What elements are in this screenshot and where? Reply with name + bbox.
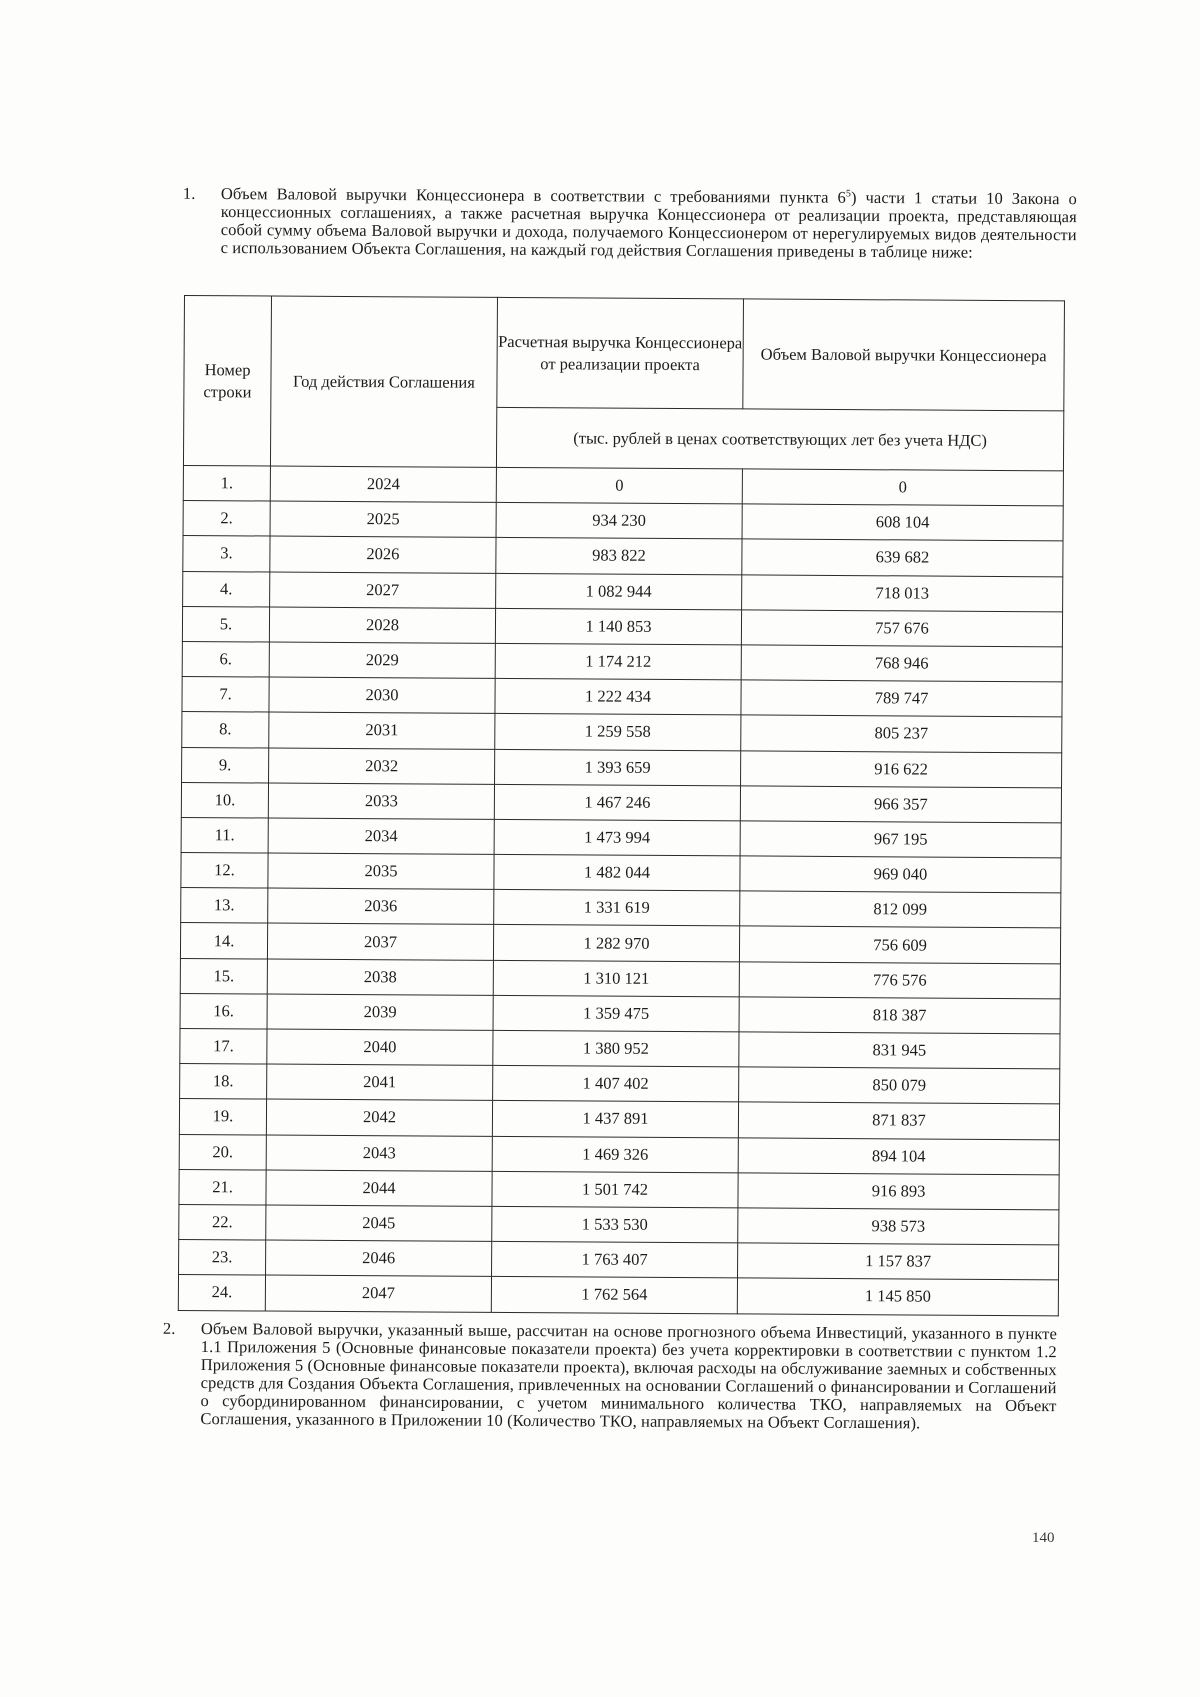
page-number: 140 xyxy=(1032,1530,1055,1546)
gross-revenue-cell: 1 145 850 xyxy=(737,1278,1058,1315)
calc-revenue-cell: 1 331 619 xyxy=(494,890,740,927)
row-number-cell: 8. xyxy=(182,712,269,748)
calc-revenue-cell: 1 222 434 xyxy=(495,679,741,716)
year-cell: 2029 xyxy=(269,642,495,679)
row-number-cell: 20. xyxy=(179,1134,266,1170)
revenue-table xyxy=(178,295,1065,1316)
gross-revenue-cell: 871 837 xyxy=(738,1102,1059,1139)
year-cell: 2044 xyxy=(266,1170,492,1207)
table-row xyxy=(180,1028,1060,1069)
gross-revenue-cell: 938 573 xyxy=(738,1208,1059,1245)
row-number-cell: 1. xyxy=(183,465,270,501)
table-row xyxy=(180,958,1060,999)
row-number-cell: 11. xyxy=(181,817,268,853)
table-row xyxy=(182,747,1062,788)
table-row xyxy=(180,923,1060,964)
table-row xyxy=(182,606,1062,647)
row-number-cell: 14. xyxy=(180,923,267,959)
paragraph-2-number: 2. xyxy=(162,1318,176,1338)
calc-revenue-cell: 1 359 475 xyxy=(493,995,739,1032)
row-number-cell: 16. xyxy=(180,993,267,1029)
table-row xyxy=(183,501,1063,542)
header-row-number: Номер строки xyxy=(183,296,271,467)
table-row xyxy=(182,677,1062,718)
gross-revenue-cell: 850 079 xyxy=(739,1067,1060,1104)
row-number-cell: 23. xyxy=(179,1240,266,1276)
table-row xyxy=(179,1204,1059,1245)
year-cell: 2036 xyxy=(268,888,494,925)
row-number-cell: 5. xyxy=(182,606,269,642)
year-cell: 2033 xyxy=(268,783,494,820)
calc-revenue-cell: 1 140 853 xyxy=(495,608,741,645)
table-row xyxy=(180,993,1060,1034)
gross-revenue-cell: 0 xyxy=(742,469,1063,506)
header-gross-revenue: Объем Валовой выручки Концессионера xyxy=(743,299,1065,411)
table-row xyxy=(179,1134,1059,1175)
gross-revenue-cell: 916 622 xyxy=(741,750,1062,787)
gross-revenue-cell: 756 609 xyxy=(739,926,1060,963)
row-number-cell: 6. xyxy=(182,641,269,677)
row-number-cell: 17. xyxy=(180,1028,267,1064)
year-cell: 2024 xyxy=(270,466,496,503)
table-row xyxy=(178,1275,1058,1316)
gross-revenue-cell: 1 157 837 xyxy=(738,1243,1059,1280)
row-number-cell: 4. xyxy=(183,571,270,607)
table-row xyxy=(179,1240,1059,1281)
year-cell: 2032 xyxy=(269,748,495,785)
table-row xyxy=(181,853,1061,894)
calc-revenue-cell: 0 xyxy=(496,467,742,504)
year-cell: 2039 xyxy=(267,994,493,1031)
paragraph-1-number: 1. xyxy=(182,183,196,203)
year-cell: 2037 xyxy=(267,923,493,960)
calc-revenue-cell: 1 174 212 xyxy=(495,643,741,680)
paragraph-1-superscript: 5 xyxy=(845,188,852,200)
calc-revenue-cell: 1 469 326 xyxy=(492,1136,738,1173)
gross-revenue-cell: 812 099 xyxy=(740,891,1061,928)
table-row xyxy=(183,465,1063,506)
calc-revenue-cell: 1 437 891 xyxy=(492,1101,738,1138)
row-number-cell: 22. xyxy=(179,1204,266,1240)
gross-revenue-cell: 757 676 xyxy=(741,610,1062,647)
year-cell: 2027 xyxy=(270,572,496,609)
row-number-cell: 12. xyxy=(181,853,268,889)
calc-revenue-cell: 1 762 564 xyxy=(491,1277,737,1314)
row-number-cell: 21. xyxy=(179,1169,266,1205)
year-cell: 2030 xyxy=(269,677,495,714)
paragraph-1-text-b: ) части 1 статьи 10 Закона о концессионных соглашениях, а также расчетная выручка Концессионера от реализации проекта, представляющая собой сумму объема Валовой выручки и дохода, получаемого Концессионером от нерегулируемых видов деятельности с использованием Объекта Соглашения, на каждый год действия Соглашения приведены в таблице ниже: xyxy=(220,187,1077,262)
year-cell: 2041 xyxy=(267,1064,493,1101)
header-calc-revenue: Расчетная выручка Концессионера от реализации проекта xyxy=(497,297,744,409)
paragraph-2-text: Объем Валовой выручки, указанный выше, рассчитан на основе прогнозного объема Инвестиций, указанного в пункте 1.1 Приложения 5 (Основные финансовые показатели проекта) без учета корректировки в соответствии с пунктом 1.2 Приложения 5 (Основные финансовые показатели проекта), включая расходы на обслуживание заемных и собственных средств для Создания Объекта Соглашения, привлеченных на основании Соглашений о финансировании и Соглашений о субординированном финансировании, с учетом минимального количества ТКО, направляемых на Объект Соглашения, указанного в Приложении 10 (Количество ТКО, направляемых на Объект Соглашения). xyxy=(200,1319,1057,1433)
row-number-cell: 7. xyxy=(182,677,269,713)
gross-revenue-cell: 608 104 xyxy=(742,504,1063,541)
year-cell: 2046 xyxy=(266,1240,492,1277)
year-cell: 2038 xyxy=(267,959,493,996)
table-row xyxy=(180,1064,1060,1105)
table-row xyxy=(179,1099,1059,1140)
table-row xyxy=(182,641,1062,682)
calc-revenue-cell: 1 282 970 xyxy=(493,925,739,962)
calc-revenue-cell: 1 533 530 xyxy=(492,1206,738,1243)
calc-revenue-cell: 1 082 944 xyxy=(496,573,742,610)
calc-revenue-cell: 1 473 994 xyxy=(494,819,740,856)
calc-revenue-cell: 934 230 xyxy=(496,503,742,540)
header-units: (тыс. рублей в ценах соответствующих лет без учета НДС) xyxy=(496,407,1063,470)
row-number-cell: 3. xyxy=(183,536,270,572)
year-cell: 2045 xyxy=(266,1205,492,1242)
gross-revenue-cell: 966 357 xyxy=(740,786,1061,823)
calc-revenue-cell: 1 407 402 xyxy=(493,1066,739,1103)
table-row xyxy=(183,571,1063,612)
table-row xyxy=(182,712,1062,753)
calc-revenue-cell: 1 501 742 xyxy=(492,1171,738,1208)
table-row xyxy=(183,536,1063,577)
gross-revenue-cell: 768 946 xyxy=(741,645,1062,682)
row-number-cell: 2. xyxy=(183,501,270,537)
gross-revenue-cell: 789 747 xyxy=(741,680,1062,717)
year-cell: 2042 xyxy=(266,1099,492,1136)
year-cell: 2025 xyxy=(270,501,496,538)
calc-revenue-cell: 1 763 407 xyxy=(492,1242,738,1279)
year-cell: 2031 xyxy=(269,712,495,749)
gross-revenue-cell: 818 387 xyxy=(739,997,1060,1034)
table-row xyxy=(181,817,1061,858)
gross-revenue-cell: 916 893 xyxy=(738,1173,1059,1210)
calc-revenue-cell: 1 467 246 xyxy=(494,784,740,821)
gross-revenue-cell: 639 682 xyxy=(742,539,1063,576)
gross-revenue-cell: 776 576 xyxy=(739,962,1060,999)
calc-revenue-cell: 1 482 044 xyxy=(494,854,740,891)
year-cell: 2028 xyxy=(269,607,495,644)
row-number-cell: 10. xyxy=(181,782,268,818)
table-row xyxy=(181,888,1061,929)
calc-revenue-cell: 983 822 xyxy=(496,538,742,575)
year-cell: 2047 xyxy=(265,1275,491,1312)
year-cell: 2040 xyxy=(267,1029,493,1066)
paragraph-2 xyxy=(162,1318,1057,1433)
year-cell: 2034 xyxy=(268,818,494,855)
gross-revenue-cell: 969 040 xyxy=(740,856,1061,893)
gross-revenue-cell: 831 945 xyxy=(739,1032,1060,1069)
gross-revenue-cell: 894 104 xyxy=(738,1137,1059,1174)
calc-revenue-cell: 1 259 558 xyxy=(495,714,741,751)
gross-revenue-cell: 805 237 xyxy=(741,715,1062,752)
table-body xyxy=(178,465,1063,1315)
year-cell: 2043 xyxy=(266,1135,492,1172)
year-cell: 2035 xyxy=(268,853,494,890)
header-year: Год действия Соглашения xyxy=(270,296,497,467)
row-number-cell: 15. xyxy=(180,958,267,994)
table-row xyxy=(181,782,1061,823)
row-number-cell: 18. xyxy=(180,1064,267,1100)
table-row xyxy=(179,1169,1059,1210)
row-number-cell: 9. xyxy=(182,747,269,783)
gross-revenue-cell: 967 195 xyxy=(740,821,1061,858)
calc-revenue-cell: 1 380 952 xyxy=(493,1030,739,1067)
calc-revenue-cell: 1 310 121 xyxy=(493,960,739,997)
calc-revenue-cell: 1 393 659 xyxy=(495,749,741,786)
paragraph-1-text-a: Объем Валовой выручки Концессионера в соответствии с требованиями пункта 6 xyxy=(220,184,846,207)
year-cell: 2026 xyxy=(270,536,496,573)
gross-revenue-cell: 718 013 xyxy=(742,574,1063,611)
revenue-table-wrapper xyxy=(178,295,1064,1316)
row-number-cell: 13. xyxy=(181,888,268,924)
row-number-cell: 24. xyxy=(178,1275,265,1311)
paragraph-1 xyxy=(182,183,1077,262)
row-number-cell: 19. xyxy=(179,1099,266,1135)
